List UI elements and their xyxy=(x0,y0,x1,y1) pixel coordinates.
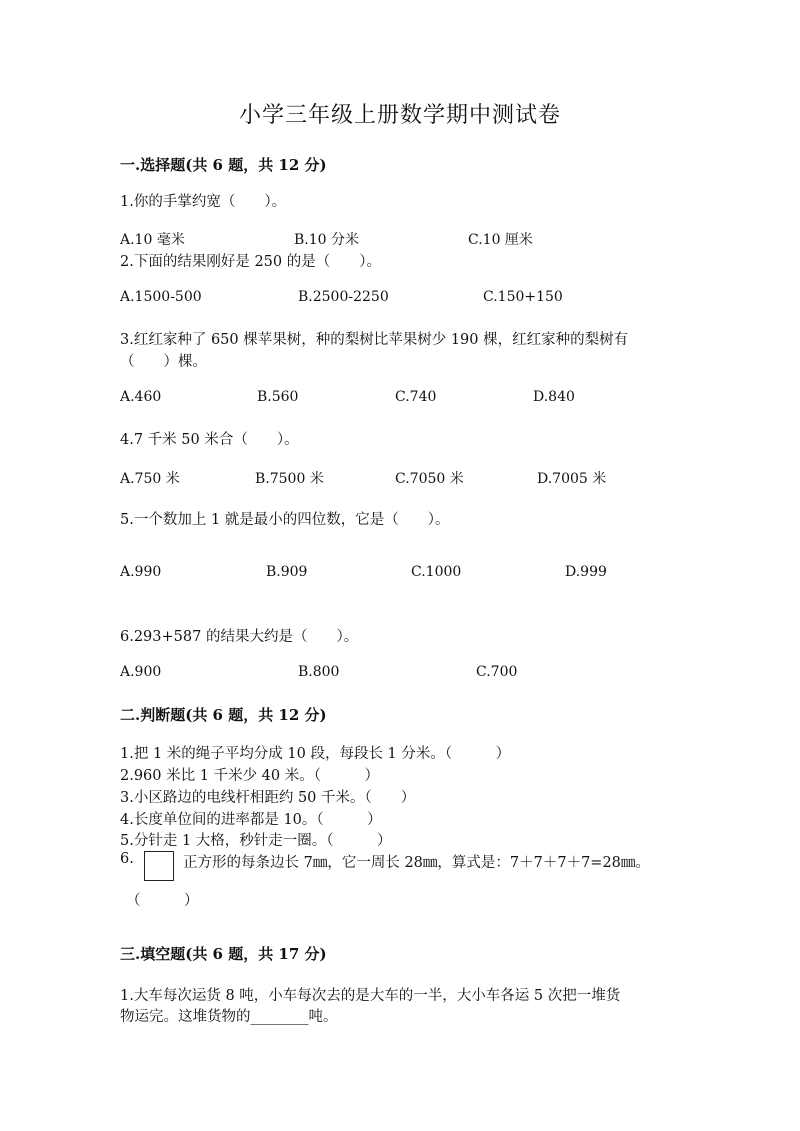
fill-question-1-line1: 1.大车每次运货 8 吨，小车每次去的是大车的一半，大小车各运 5 次把一堆货 xyxy=(120,988,621,1004)
option-5a: A.990 xyxy=(120,564,162,580)
page-title: 小学三年级上册数学期中测试卷 xyxy=(238,103,561,128)
option-5d: D.999 xyxy=(565,564,607,580)
question-3-line1: 3.红红家种了 650 棵苹果树，种的梨树比苹果树少 190 棵，红红家种的梨树有 xyxy=(120,332,629,348)
option-6a: A.900 xyxy=(120,664,162,680)
judge-item-5: 5.分针走 1 大格，秒针走一圈。（ ） xyxy=(120,833,392,849)
option-4d: D.7005 米 xyxy=(537,471,607,487)
section-heading-choice: 一.选择题(共 6 题，共 12 分) xyxy=(120,156,327,174)
judge-item-6-text: 正方形的每条边长 7㎜，它一周长 28㎜，算式是：7＋7＋7＋7=28㎜。 xyxy=(183,855,650,871)
option-5c: C.1000 xyxy=(411,564,462,580)
question-5: 5.一个数加上 1 就是最小的四位数，它是（ ）。 xyxy=(120,512,450,528)
judge-item-6-answer: （ ） xyxy=(126,893,199,909)
judge-item-6-number: 6. xyxy=(120,851,134,867)
option-6b: B.800 xyxy=(298,664,340,680)
option-1c: C.10 厘米 xyxy=(468,232,533,248)
judge-item-3: 3.小区路边的电线杆相距约 50 千米。（ ） xyxy=(120,790,416,806)
judge-item-1: 1.把 1 米的绳子平均分成 10 段，每段长 1 分米。（ ） xyxy=(120,746,511,762)
option-3b: B.560 xyxy=(257,389,299,405)
option-3d: D.840 xyxy=(533,389,575,405)
option-4a: A.750 米 xyxy=(120,471,180,487)
judge-item-4: 4.长度单位间的进率都是 10。（ ） xyxy=(120,812,382,828)
option-4c: C.7050 米 xyxy=(395,471,464,487)
option-2a: A.1500-500 xyxy=(120,289,202,305)
option-5b: B.909 xyxy=(266,564,308,580)
question-1: 1.你的手掌约宽（ ）。 xyxy=(120,194,287,210)
square-figure xyxy=(144,851,174,881)
question-4: 4.7 千米 50 米合（ ）。 xyxy=(120,432,299,448)
section-heading-fill: 三.填空题(共 6 题，共 17 分) xyxy=(120,945,327,963)
option-2c: C.150+150 xyxy=(483,289,563,305)
option-6c: C.700 xyxy=(476,664,518,680)
question-6: 6.293+587 的结果大约是（ ）。 xyxy=(120,629,359,645)
option-3c: C.740 xyxy=(395,389,437,405)
question-2: 2.下面的结果刚好是 250 的是（ ）。 xyxy=(120,254,381,270)
option-3a: A.460 xyxy=(120,389,162,405)
option-1b: B.10 分米 xyxy=(294,232,360,248)
option-2b: B.2500-2250 xyxy=(298,289,389,305)
section-heading-judge: 二.判断题(共 6 题，共 12 分) xyxy=(120,706,327,724)
question-3-line2: （ ）棵。 xyxy=(120,354,207,370)
option-4b: B.7500 米 xyxy=(255,471,324,487)
option-1a: A.10 毫米 xyxy=(120,232,185,248)
fill-question-1-line2: 物运完。这堆货物的________吨。 xyxy=(120,1009,338,1025)
judge-item-2: 2.960 米比 1 千米少 40 米。（ ） xyxy=(120,768,379,784)
